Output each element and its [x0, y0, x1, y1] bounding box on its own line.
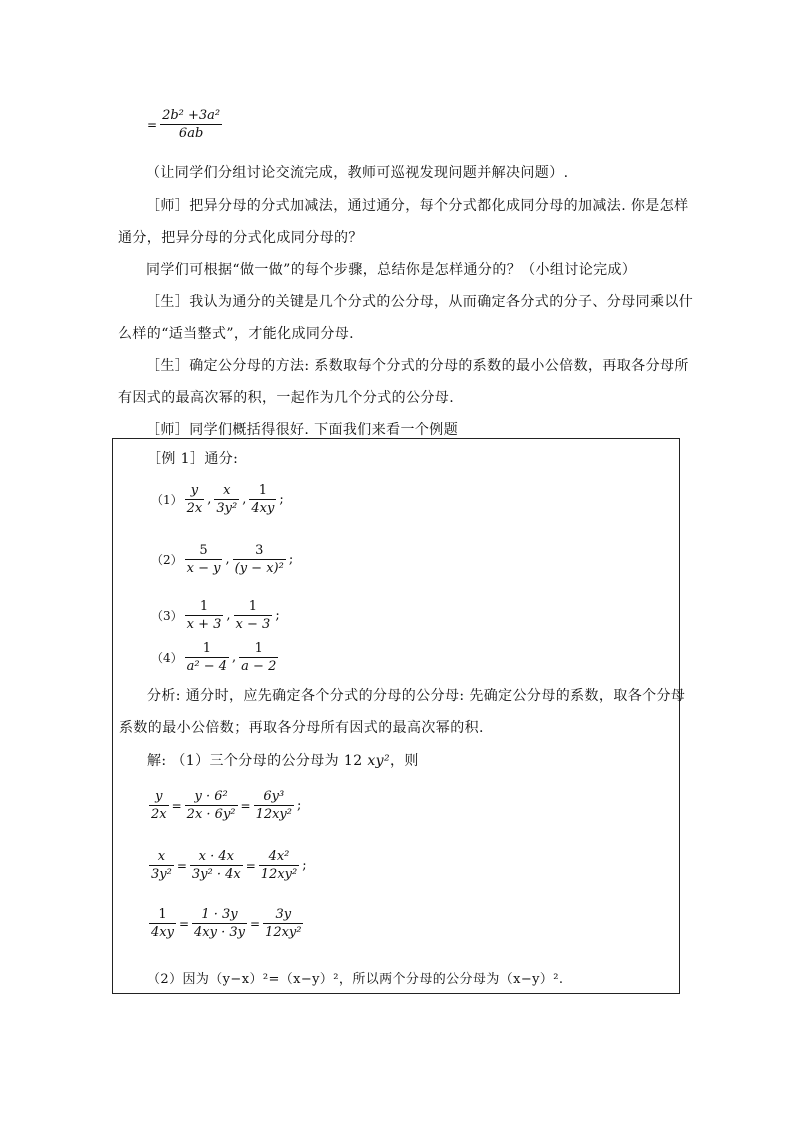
solution-intro-text: 解: （1）三个分母的公分母为 12 — [147, 753, 368, 769]
fraction-numerator: y — [155, 789, 163, 804]
fraction-denominator: a² − 4 — [186, 659, 228, 674]
fraction-bar — [149, 923, 176, 924]
fraction-bar — [192, 923, 247, 924]
fraction-denominator: 12xy² — [255, 807, 292, 822]
fraction-numerator: 1 — [199, 599, 209, 614]
fraction-denominator: (y − x)² — [234, 561, 284, 576]
solution-equation-2 — [147, 849, 308, 882]
fraction-denominator: x − 3 — [235, 617, 271, 632]
top-result-expression — [146, 108, 224, 141]
fraction-numerator: 3y — [275, 907, 292, 922]
fraction — [254, 789, 294, 822]
fraction — [214, 483, 239, 516]
comma: , — [232, 650, 237, 665]
fraction-numerator: 6y³ — [263, 789, 285, 804]
fraction-denominator: a − 2 — [241, 659, 277, 674]
fraction-denominator: 6ab — [178, 126, 204, 141]
fraction-numerator: y — [190, 483, 199, 498]
solution-intro-variable: xy² — [367, 753, 391, 769]
fraction — [249, 483, 276, 516]
fraction-denominator: 4xy — [151, 925, 174, 940]
semicolon: ; — [275, 608, 280, 623]
fraction — [185, 543, 223, 576]
solution-part-2: （2）因为（y−x）²=（x−y）²，所以两个分母的公分母为（x−y）². — [147, 972, 564, 987]
fraction-denominator: 3y² — [151, 867, 172, 882]
fraction — [234, 599, 273, 632]
fraction — [149, 849, 174, 882]
comma: , — [226, 608, 231, 623]
fraction-bar — [214, 499, 239, 500]
fraction — [185, 483, 205, 516]
fraction-numerator: 1 — [258, 483, 267, 498]
fraction-numerator: 2b² +3a² — [162, 108, 221, 123]
fraction-numerator: 5 — [199, 543, 208, 558]
analysis-line2: 系数的最小公倍数；再取各分母所有因式的最高次幂的积. — [119, 720, 484, 736]
fraction-bar — [185, 559, 223, 560]
example-item-4 — [151, 641, 280, 674]
paragraph-teacher-praise: ［师］同学们概括得很好. 下面我们来看一个例题 — [146, 422, 459, 438]
fraction-numerator: 1 · 3y — [201, 907, 238, 922]
fraction-denominator: x + 3 — [186, 617, 222, 632]
fraction — [190, 849, 243, 882]
fraction-denominator: 2x — [151, 807, 167, 822]
item-label: （4） — [151, 651, 183, 665]
fraction-numerator: 1 — [248, 599, 258, 614]
semicolon: ; — [279, 492, 284, 507]
comma: , — [242, 492, 247, 507]
fraction-denominator: 3y² · 4x — [191, 867, 241, 882]
fraction — [239, 641, 278, 674]
fraction-denominator: 2x · 6y² — [186, 807, 236, 822]
fraction-bar — [160, 124, 222, 125]
fraction-numerator: 3 — [255, 543, 264, 558]
fraction-numerator: 1 — [254, 641, 263, 656]
paragraph-group-discussion: （让同学们分组讨论交流完成，教师可巡视发现问题并解决问题）. — [146, 165, 569, 181]
fraction-bar — [259, 865, 299, 866]
paragraph-student-answer2-line2: 有因式的最高次幂的积，一起作为几个分式的公分母. — [118, 390, 455, 406]
fraction-denominator: 12xy² — [265, 925, 302, 940]
fraction-bar — [263, 923, 303, 924]
fraction-numerator: 1 — [202, 641, 211, 656]
example-item-3 — [151, 599, 281, 632]
fraction — [192, 907, 247, 940]
equals-sign: = — [178, 916, 190, 931]
semicolon: ; — [288, 552, 294, 567]
fraction-bar — [249, 499, 276, 500]
equals-sign: = — [240, 798, 251, 813]
equals-sign: = — [147, 117, 158, 132]
fraction-bar — [233, 559, 286, 560]
fraction-bar — [185, 615, 224, 616]
example-title: ［例 1］通分: — [147, 451, 239, 467]
example-box — [112, 438, 686, 994]
fraction-numerator: 4x² — [268, 849, 290, 864]
fraction-denominator: 4xy · 3y — [194, 925, 245, 940]
equals-sign: = — [249, 916, 261, 931]
fraction — [149, 907, 176, 940]
semicolon: ; — [297, 798, 302, 813]
paragraph-teacher-question-line2: 通分，把异分母的分式化成同分母的？ — [118, 230, 363, 246]
comma: , — [225, 552, 230, 567]
solution-equation-3 — [147, 907, 305, 940]
solution-equation-1 — [147, 789, 302, 822]
paragraph-teacher-question-line1: ［师］把异分母的分式加减法，通过通分，每个分式都化成同分母的加减法. 你是怎样 — [146, 198, 689, 214]
solution-intro — [147, 751, 419, 771]
fraction — [263, 907, 303, 940]
equals-sign: = — [171, 798, 182, 813]
example-item-1 — [151, 483, 285, 516]
item-label: （2） — [151, 553, 183, 567]
paragraph-student-answer1-line2: 么样的“适当整式”，才能化成同分母. — [118, 326, 354, 342]
fraction — [185, 641, 229, 674]
fraction-denominator: x − y — [186, 561, 221, 576]
equals-sign: = — [245, 858, 256, 873]
fraction-numerator: x — [157, 849, 166, 864]
fraction — [185, 599, 224, 632]
paragraph-student-answer2-line1: ［生］确定公分母的方法: 系数取每个分式的分母的系数的最小公倍数，再取各分母所 — [146, 358, 689, 374]
fraction-numerator: y · 6² — [194, 789, 228, 804]
semicolon: ; — [302, 858, 307, 873]
item-label: （3） — [151, 609, 183, 623]
fraction-bar — [149, 805, 169, 806]
top-result-fraction — [160, 108, 222, 141]
fraction — [149, 789, 169, 822]
fraction-denominator: 4xy — [251, 501, 275, 516]
paragraph-summary-prompt: 同学们可根据“做一做”的每个步骤，总结你是怎样通分的？（小组讨论完成） — [146, 262, 637, 278]
fraction-bar — [190, 865, 243, 866]
comma: , — [207, 492, 212, 507]
fraction-bar — [239, 657, 278, 658]
fraction-bar — [185, 805, 238, 806]
equals-sign: = — [176, 858, 187, 873]
fraction-bar — [234, 615, 273, 616]
example-item-2 — [151, 543, 294, 576]
fraction-bar — [185, 499, 205, 500]
fraction-denominator: 2x — [186, 501, 203, 516]
item-label: （1） — [151, 493, 183, 507]
fraction — [259, 849, 299, 882]
solution-intro-text-end: ，则 — [390, 753, 419, 769]
fraction-numerator: x · 4x — [198, 849, 234, 864]
fraction-numerator: 1 — [158, 907, 167, 922]
fraction — [185, 789, 238, 822]
fraction-bar — [149, 865, 174, 866]
fraction — [233, 543, 286, 576]
fraction-numerator: x — [223, 483, 231, 498]
fraction-denominator: 3y² — [216, 501, 238, 516]
fraction-denominator: 12xy² — [260, 867, 298, 882]
analysis-line1: 分析: 通分时，应先确定各个分式的分母的公分母: 先确定公分母的系数，取各个分母 — [147, 688, 686, 704]
paragraph-student-answer1-line1: ［生］我认为通分的关键是几个分式的公分母，从而确定各分式的分子、分母同乘以什 — [146, 294, 694, 310]
fraction-bar — [254, 805, 294, 806]
fraction-bar — [185, 657, 229, 658]
